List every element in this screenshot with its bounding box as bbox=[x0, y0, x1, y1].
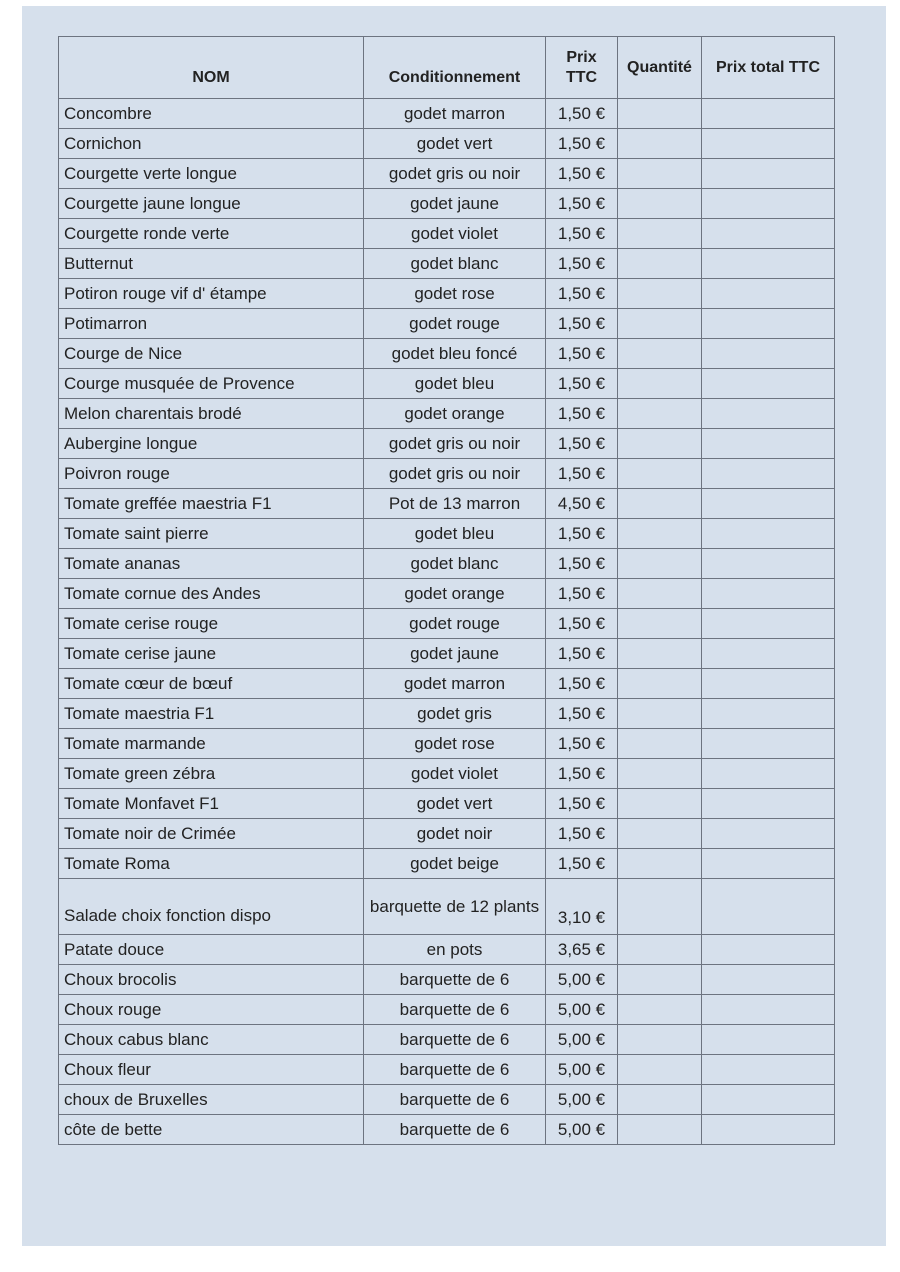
total-price-cell[interactable] bbox=[702, 189, 835, 219]
packaging: godet gris ou noir bbox=[364, 429, 546, 459]
table-row bbox=[59, 489, 835, 519]
packaging: godet noir bbox=[364, 819, 546, 849]
packaging: godet bleu foncé bbox=[364, 339, 546, 369]
product-name: Cornichon bbox=[59, 129, 364, 159]
packaging: godet gris bbox=[364, 699, 546, 729]
quantity-cell[interactable] bbox=[618, 129, 702, 159]
quantity-cell[interactable] bbox=[618, 995, 702, 1025]
quantity-cell[interactable] bbox=[618, 549, 702, 579]
table-row bbox=[59, 519, 835, 549]
packaging: godet orange bbox=[364, 579, 546, 609]
product-name: Melon charentais brodé bbox=[59, 399, 364, 429]
unit-price: 5,00 € bbox=[546, 1055, 618, 1085]
total-price-cell[interactable] bbox=[702, 639, 835, 669]
table-row bbox=[59, 129, 835, 159]
product-name: Aubergine longue bbox=[59, 429, 364, 459]
table-row bbox=[59, 459, 835, 489]
unit-price: 3,10 € bbox=[546, 879, 618, 935]
table-row bbox=[59, 309, 835, 339]
unit-price: 1,50 € bbox=[546, 729, 618, 759]
product-name: Concombre bbox=[59, 99, 364, 129]
unit-price: 5,00 € bbox=[546, 1085, 618, 1115]
product-name: Salade choix fonction dispo bbox=[59, 879, 364, 935]
unit-price: 5,00 € bbox=[546, 1025, 618, 1055]
table-row bbox=[59, 189, 835, 219]
product-name: Poivron rouge bbox=[59, 459, 364, 489]
table-row bbox=[59, 429, 835, 459]
unit-price: 1,50 € bbox=[546, 339, 618, 369]
quantity-cell[interactable] bbox=[618, 159, 702, 189]
total-price-cell[interactable] bbox=[702, 965, 835, 995]
product-name: Patate douce bbox=[59, 935, 364, 965]
product-name: Tomate cerise jaune bbox=[59, 639, 364, 669]
table-row bbox=[59, 99, 835, 129]
quantity-cell[interactable] bbox=[618, 1055, 702, 1085]
total-price-cell[interactable] bbox=[702, 219, 835, 249]
table-row bbox=[59, 639, 835, 669]
total-price-cell[interactable] bbox=[702, 369, 835, 399]
total-price-cell[interactable] bbox=[702, 995, 835, 1025]
product-name: Butternut bbox=[59, 249, 364, 279]
total-price-cell[interactable] bbox=[702, 279, 835, 309]
quantity-cell[interactable] bbox=[618, 189, 702, 219]
packaging: barquette de 6 bbox=[364, 965, 546, 995]
header-conditionnement: Conditionnement bbox=[364, 37, 546, 99]
unit-price: 1,50 € bbox=[546, 219, 618, 249]
unit-price: 1,50 € bbox=[546, 579, 618, 609]
unit-price: 1,50 € bbox=[546, 129, 618, 159]
quantity-cell[interactable] bbox=[618, 249, 702, 279]
header-prix: Prix TTC bbox=[546, 37, 618, 99]
order-form bbox=[58, 36, 834, 1145]
unit-price: 1,50 € bbox=[546, 699, 618, 729]
total-price-cell[interactable] bbox=[702, 489, 835, 519]
packaging: godet rouge bbox=[364, 309, 546, 339]
quantity-cell[interactable] bbox=[618, 579, 702, 609]
total-price-cell[interactable] bbox=[702, 729, 835, 759]
table-row bbox=[59, 249, 835, 279]
unit-price: 1,50 € bbox=[546, 609, 618, 639]
quantity-cell[interactable] bbox=[618, 279, 702, 309]
product-name: Choux cabus blanc bbox=[59, 1025, 364, 1055]
product-name: Courge de Nice bbox=[59, 339, 364, 369]
product-name: Tomate Roma bbox=[59, 849, 364, 879]
total-price-cell[interactable] bbox=[702, 129, 835, 159]
header-quantite: Quantité bbox=[618, 37, 702, 99]
unit-price: 1,50 € bbox=[546, 549, 618, 579]
table-row bbox=[59, 789, 835, 819]
quantity-cell[interactable] bbox=[618, 1115, 702, 1145]
packaging: godet gris ou noir bbox=[364, 159, 546, 189]
total-price-cell[interactable] bbox=[702, 609, 835, 639]
packaging: barquette de 6 bbox=[364, 1085, 546, 1115]
product-name: Courgette ronde verte bbox=[59, 219, 364, 249]
product-name: Tomate cornue des Andes bbox=[59, 579, 364, 609]
quantity-cell[interactable] bbox=[618, 819, 702, 849]
product-name: Courge musquée de Provence bbox=[59, 369, 364, 399]
product-name: Tomate ananas bbox=[59, 549, 364, 579]
total-price-cell[interactable] bbox=[702, 759, 835, 789]
table-row bbox=[59, 1025, 835, 1055]
table-row bbox=[59, 609, 835, 639]
table-row bbox=[59, 995, 835, 1025]
header-nom: NOM bbox=[59, 37, 364, 99]
quantity-cell[interactable] bbox=[618, 309, 702, 339]
packaging: godet violet bbox=[364, 759, 546, 789]
packaging: godet bleu bbox=[364, 369, 546, 399]
packaging: godet bleu bbox=[364, 519, 546, 549]
product-name: Tomate maestria F1 bbox=[59, 699, 364, 729]
packaging: barquette de 6 bbox=[364, 1055, 546, 1085]
packaging: godet vert bbox=[364, 129, 546, 159]
table-row bbox=[59, 1115, 835, 1145]
packaging: godet blanc bbox=[364, 249, 546, 279]
product-name: Tomate cœur de bœuf bbox=[59, 669, 364, 699]
product-name: Tomate noir de Crimée bbox=[59, 819, 364, 849]
quantity-cell[interactable] bbox=[618, 879, 702, 935]
packaging: godet rouge bbox=[364, 609, 546, 639]
unit-price: 1,50 € bbox=[546, 789, 618, 819]
total-price-cell[interactable] bbox=[702, 579, 835, 609]
quantity-cell[interactable] bbox=[618, 639, 702, 669]
total-price-cell[interactable] bbox=[702, 249, 835, 279]
table-row bbox=[59, 1055, 835, 1085]
total-price-cell[interactable] bbox=[702, 459, 835, 489]
quantity-cell[interactable] bbox=[618, 729, 702, 759]
quantity-cell[interactable] bbox=[618, 789, 702, 819]
table-row bbox=[59, 965, 835, 995]
quantity-cell[interactable] bbox=[618, 369, 702, 399]
unit-price: 1,50 € bbox=[546, 279, 618, 309]
unit-price: 1,50 € bbox=[546, 99, 618, 129]
packaging: godet rose bbox=[364, 729, 546, 759]
unit-price: 5,00 € bbox=[546, 995, 618, 1025]
unit-price: 1,50 € bbox=[546, 309, 618, 339]
table-row bbox=[59, 669, 835, 699]
quantity-cell[interactable] bbox=[618, 849, 702, 879]
total-price-cell[interactable] bbox=[702, 879, 835, 935]
table-row bbox=[59, 849, 835, 879]
table-row bbox=[59, 369, 835, 399]
total-price-cell[interactable] bbox=[702, 339, 835, 369]
unit-price: 1,50 € bbox=[546, 159, 618, 189]
packaging: barquette de 6 bbox=[364, 1025, 546, 1055]
total-price-cell[interactable] bbox=[702, 669, 835, 699]
total-price-cell[interactable] bbox=[702, 99, 835, 129]
table-row bbox=[59, 399, 835, 429]
table-row bbox=[59, 549, 835, 579]
quantity-cell[interactable] bbox=[618, 699, 702, 729]
packaging: godet marron bbox=[364, 669, 546, 699]
quantity-cell[interactable] bbox=[618, 399, 702, 429]
unit-price: 1,50 € bbox=[546, 429, 618, 459]
total-price-cell[interactable] bbox=[702, 429, 835, 459]
quantity-cell[interactable] bbox=[618, 459, 702, 489]
product-name: Tomate greffée maestria F1 bbox=[59, 489, 364, 519]
table-row bbox=[59, 219, 835, 249]
unit-price: 3,65 € bbox=[546, 935, 618, 965]
quantity-cell[interactable] bbox=[618, 339, 702, 369]
product-name: Tomate cerise rouge bbox=[59, 609, 364, 639]
quantity-cell[interactable] bbox=[618, 219, 702, 249]
packaging: godet jaune bbox=[364, 189, 546, 219]
packaging: godet blanc bbox=[364, 549, 546, 579]
table-row bbox=[59, 1085, 835, 1115]
unit-price: 5,00 € bbox=[546, 1115, 618, 1145]
unit-price: 1,50 € bbox=[546, 369, 618, 399]
table-body bbox=[59, 99, 835, 1145]
product-name: choux de Bruxelles bbox=[59, 1085, 364, 1115]
product-name: Tomate marmande bbox=[59, 729, 364, 759]
product-name: Choux brocolis bbox=[59, 965, 364, 995]
packaging: godet marron bbox=[364, 99, 546, 129]
total-price-cell[interactable] bbox=[702, 935, 835, 965]
total-price-cell[interactable] bbox=[702, 1085, 835, 1115]
packaging: Pot de 13 marron bbox=[364, 489, 546, 519]
quantity-cell[interactable] bbox=[618, 429, 702, 459]
quantity-cell[interactable] bbox=[618, 1025, 702, 1055]
packaging: barquette de 6 bbox=[364, 995, 546, 1025]
total-price-cell[interactable] bbox=[702, 699, 835, 729]
quantity-cell[interactable] bbox=[618, 935, 702, 965]
total-price-cell[interactable] bbox=[702, 399, 835, 429]
total-price-cell[interactable] bbox=[702, 819, 835, 849]
unit-price: 1,50 € bbox=[546, 189, 618, 219]
quantity-cell[interactable] bbox=[618, 759, 702, 789]
product-name: Choux rouge bbox=[59, 995, 364, 1025]
packaging: godet violet bbox=[364, 219, 546, 249]
unit-price: 5,00 € bbox=[546, 965, 618, 995]
table-row bbox=[59, 699, 835, 729]
quantity-cell[interactable] bbox=[618, 1085, 702, 1115]
table-row bbox=[59, 579, 835, 609]
total-price-cell[interactable] bbox=[702, 159, 835, 189]
packaging: barquette de 6 bbox=[364, 1115, 546, 1145]
product-name: Choux fleur bbox=[59, 1055, 364, 1085]
total-price-cell[interactable] bbox=[702, 849, 835, 879]
total-price-cell[interactable] bbox=[702, 789, 835, 819]
total-price-cell[interactable] bbox=[702, 549, 835, 579]
packaging: godet jaune bbox=[364, 639, 546, 669]
quantity-cell[interactable] bbox=[618, 669, 702, 699]
unit-price: 1,50 € bbox=[546, 759, 618, 789]
total-price-cell[interactable] bbox=[702, 519, 835, 549]
table-row bbox=[59, 935, 835, 965]
packaging: godet vert bbox=[364, 789, 546, 819]
unit-price: 1,50 € bbox=[546, 849, 618, 879]
table-row bbox=[59, 729, 835, 759]
unit-price: 1,50 € bbox=[546, 639, 618, 669]
product-name: Tomate saint pierre bbox=[59, 519, 364, 549]
product-name: Tomate Monfavet F1 bbox=[59, 789, 364, 819]
packaging: en pots bbox=[364, 935, 546, 965]
price-table bbox=[58, 36, 835, 1145]
unit-price: 1,50 € bbox=[546, 399, 618, 429]
product-name: côte de bette bbox=[59, 1115, 364, 1145]
table-row bbox=[59, 279, 835, 309]
table-row bbox=[59, 819, 835, 849]
unit-price: 1,50 € bbox=[546, 249, 618, 279]
product-name: Courgette verte longue bbox=[59, 159, 364, 189]
unit-price: 1,50 € bbox=[546, 819, 618, 849]
total-price-cell[interactable] bbox=[702, 1115, 835, 1145]
total-price-cell[interactable] bbox=[702, 1025, 835, 1055]
quantity-cell[interactable] bbox=[618, 489, 702, 519]
quantity-cell[interactable] bbox=[618, 609, 702, 639]
packaging: godet rose bbox=[364, 279, 546, 309]
quantity-cell[interactable] bbox=[618, 965, 702, 995]
total-price-cell[interactable] bbox=[702, 309, 835, 339]
unit-price: 1,50 € bbox=[546, 519, 618, 549]
unit-price: 1,50 € bbox=[546, 669, 618, 699]
packaging: godet beige bbox=[364, 849, 546, 879]
table-row bbox=[59, 339, 835, 369]
table-row bbox=[59, 879, 835, 935]
unit-price: 4,50 € bbox=[546, 489, 618, 519]
quantity-cell[interactable] bbox=[618, 99, 702, 129]
packaging: godet gris ou noir bbox=[364, 459, 546, 489]
product-name: Potimarron bbox=[59, 309, 364, 339]
table-row bbox=[59, 159, 835, 189]
packaging: godet orange bbox=[364, 399, 546, 429]
product-name: Potiron rouge vif d' étampe bbox=[59, 279, 364, 309]
packaging: barquette de 12 plants bbox=[364, 879, 546, 935]
header-prix-total: Prix total TTC bbox=[702, 37, 835, 99]
product-name: Courgette jaune longue bbox=[59, 189, 364, 219]
total-price-cell[interactable] bbox=[702, 1055, 835, 1085]
table-row bbox=[59, 759, 835, 789]
header-row bbox=[59, 37, 835, 99]
product-name: Tomate green zébra bbox=[59, 759, 364, 789]
unit-price: 1,50 € bbox=[546, 459, 618, 489]
quantity-cell[interactable] bbox=[618, 519, 702, 549]
